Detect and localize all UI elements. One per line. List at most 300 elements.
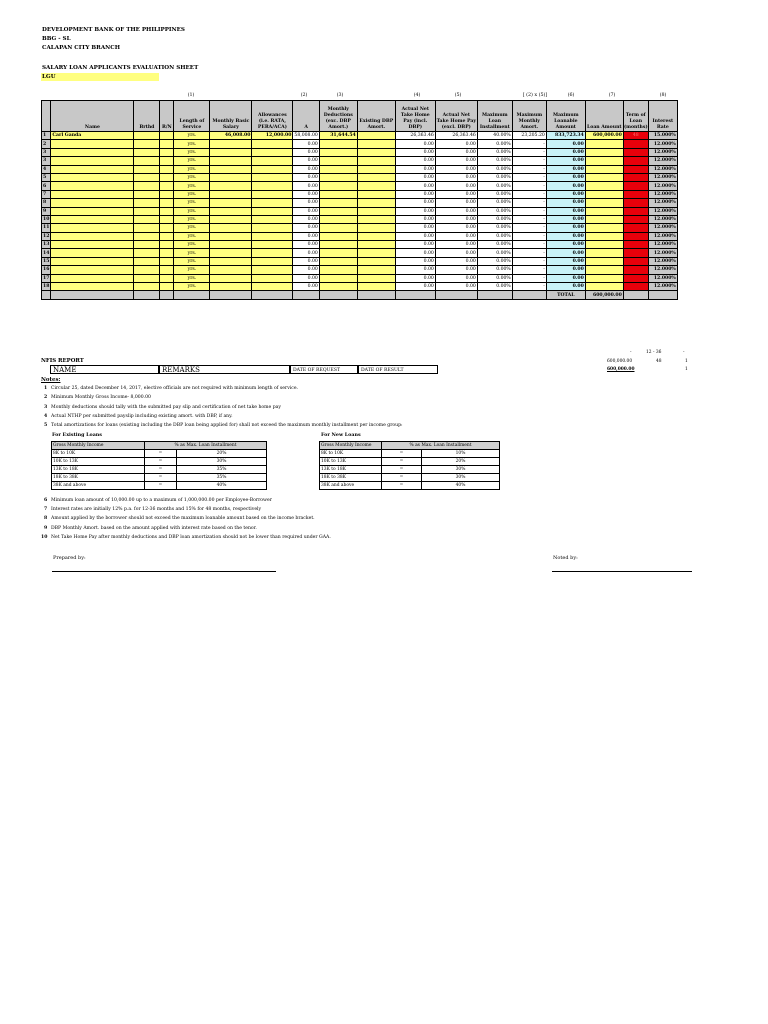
total-row-cell xyxy=(293,291,319,300)
rn-cell[interactable] xyxy=(160,157,174,165)
deductions-cell[interactable] xyxy=(319,157,357,165)
applicant-name-cell[interactable] xyxy=(51,140,134,148)
income-bracket: 13K to 18K xyxy=(320,466,382,474)
allowance-cell[interactable] xyxy=(252,207,293,215)
table-row xyxy=(320,442,500,450)
existing-dbp-cell[interactable] xyxy=(357,182,395,190)
applicant-name-cell[interactable] xyxy=(51,257,134,265)
loan-amount-cell[interactable] xyxy=(585,199,623,207)
deductions-cell[interactable] xyxy=(319,257,357,265)
loan-amount-cell[interactable] xyxy=(585,140,623,148)
applicant-name-cell[interactable] xyxy=(51,148,134,156)
deductions-cell[interactable] xyxy=(319,140,357,148)
length-of-service-cell[interactable]: yrs. xyxy=(174,274,210,282)
existing-dbp-cell[interactable] xyxy=(357,148,395,156)
length-of-service-cell[interactable]: yrs. xyxy=(174,165,210,173)
existing-dbp-cell[interactable] xyxy=(357,266,395,274)
table-row xyxy=(42,207,678,215)
deductions-cell[interactable] xyxy=(319,165,357,173)
max-amort-cell: - xyxy=(512,157,546,165)
salary-cell[interactable] xyxy=(210,274,252,282)
deductions-cell[interactable] xyxy=(319,241,357,249)
applicant-name-cell[interactable] xyxy=(51,182,134,190)
a-cell: 0.00 xyxy=(293,241,319,249)
equals-sign: = xyxy=(382,482,422,490)
deductions-cell[interactable] xyxy=(319,182,357,190)
noted-by-signature-line xyxy=(552,571,692,572)
rn-cell[interactable] xyxy=(160,173,174,181)
existing-dbp-cell[interactable] xyxy=(357,241,395,249)
term-cell[interactable] xyxy=(623,182,648,190)
existing-dbp-cell[interactable] xyxy=(357,157,395,165)
applicant-name-cell[interactable] xyxy=(51,157,134,165)
loan-amount-cell[interactable] xyxy=(585,165,623,173)
row-index: 14 xyxy=(43,250,50,256)
length-of-service-cell[interactable]: yrs. xyxy=(174,207,210,215)
lgu-field[interactable] xyxy=(41,73,159,81)
term-cell[interactable] xyxy=(623,266,648,274)
equals-sign: = xyxy=(145,450,177,458)
loan-amount-cell[interactable] xyxy=(585,148,623,156)
interest-rate-cell: 12.000% xyxy=(648,232,677,240)
allowance-cell[interactable] xyxy=(252,190,293,198)
max-amort-cell: 23,205.20 xyxy=(512,132,546,140)
length-of-service-cell[interactable]: yrs. xyxy=(174,148,210,156)
nfis-date-result-header: DATE OF RESULT xyxy=(358,365,438,374)
interest-rate-cell: 12.000% xyxy=(648,182,677,190)
loan-amount-cell[interactable] xyxy=(585,257,623,265)
length-of-service-cell[interactable]: yrs. xyxy=(174,132,210,140)
note-item: 6 Minimum loan amount of 10,000.00 up to a maximum of 1,000,000.00 per Employee-Borrower xyxy=(44,498,272,503)
salary-cell[interactable] xyxy=(210,224,252,232)
summary-r1-c3: - xyxy=(683,350,685,355)
allowance-cell[interactable] xyxy=(252,257,293,265)
table-row xyxy=(42,215,678,223)
existing-header-income: Gross Monthly Income xyxy=(52,442,145,450)
nthp-excl-cell: 0.00 xyxy=(435,190,477,198)
a-cell: 0.00 xyxy=(293,157,319,165)
birthdate-cell[interactable] xyxy=(134,215,160,223)
interest-rate-cell: 12.000% xyxy=(648,140,677,148)
allowance-cell[interactable] xyxy=(252,148,293,156)
length-of-service-cell[interactable]: yrs. xyxy=(174,283,210,291)
income-bracket: 18K to 38K xyxy=(52,474,145,482)
rn-cell[interactable] xyxy=(160,165,174,173)
applicants-table xyxy=(41,100,678,300)
note-item: 9 DBP Monthly Amort. based on the amount applied with interest rate based on the tenor. xyxy=(44,526,257,531)
birthdate-cell[interactable] xyxy=(134,274,160,282)
prepared-by-label: Prepared by: xyxy=(53,555,86,561)
rn-cell[interactable] xyxy=(160,232,174,240)
applicant-name-cell[interactable] xyxy=(51,283,134,291)
deductions-cell[interactable] xyxy=(319,215,357,223)
allowance-cell[interactable] xyxy=(252,165,293,173)
salary-cell[interactable]: 46,008.00 xyxy=(210,132,252,140)
birthdate-cell[interactable] xyxy=(134,148,160,156)
birthdate-cell[interactable] xyxy=(134,283,160,291)
allowance-cell[interactable] xyxy=(252,283,293,291)
birthdate-cell[interactable] xyxy=(134,199,160,207)
equals-sign: = xyxy=(382,466,422,474)
rn-cell[interactable] xyxy=(160,140,174,148)
sheet-title: SALARY LOAN APPLICANTS EVALUATION SHEET xyxy=(42,65,199,71)
birthdate-cell[interactable] xyxy=(134,157,160,165)
length-of-service-cell[interactable]: yrs. xyxy=(174,224,210,232)
applicant-name-cell[interactable] xyxy=(51,190,134,198)
nfis-date-request-header: DATE OF REQUEST xyxy=(290,365,358,374)
salary-cell[interactable] xyxy=(210,207,252,215)
col-header-nthp-incl: Actual Net Take Home Pay (incl. DBP) xyxy=(395,101,435,132)
max-amort-cell: - xyxy=(512,249,546,257)
deductions-cell[interactable] xyxy=(319,283,357,291)
term-cell[interactable] xyxy=(623,148,648,156)
row-index: 12 xyxy=(43,233,50,239)
rn-cell[interactable] xyxy=(160,215,174,223)
term-cell[interactable] xyxy=(623,249,648,257)
deductions-cell[interactable] xyxy=(319,224,357,232)
existing-dbp-cell[interactable] xyxy=(357,140,395,148)
salary-cell[interactable] xyxy=(210,157,252,165)
rn-cell[interactable] xyxy=(160,241,174,249)
applicant-name-cell[interactable] xyxy=(51,173,134,181)
total-row-cell xyxy=(174,291,210,300)
table-row xyxy=(42,140,678,148)
a-cell: 0.00 xyxy=(293,232,319,240)
applicant-name-cell[interactable] xyxy=(51,249,134,257)
salary-cell[interactable] xyxy=(210,182,252,190)
length-of-service-cell[interactable]: yrs. xyxy=(174,257,210,265)
col-header-term: Term of Loan (months) xyxy=(623,101,648,132)
interest-rate-cell: 12.000% xyxy=(648,215,677,223)
term-cell[interactable] xyxy=(623,232,648,240)
rn-cell[interactable] xyxy=(160,182,174,190)
term-cell[interactable] xyxy=(623,224,648,232)
equals-sign: = xyxy=(145,482,177,490)
interest-rate-cell: 12.000% xyxy=(648,249,677,257)
birthdate-cell[interactable] xyxy=(134,173,160,181)
birthdate-cell[interactable] xyxy=(134,182,160,190)
row-index: 6 xyxy=(42,182,51,190)
length-of-service-cell[interactable]: yrs. xyxy=(174,249,210,257)
existing-dbp-cell[interactable] xyxy=(357,132,395,140)
length-of-service-cell[interactable]: yrs. xyxy=(174,140,210,148)
term-cell[interactable] xyxy=(623,165,648,173)
existing-dbp-cell[interactable] xyxy=(357,232,395,240)
term-cell[interactable] xyxy=(623,157,648,165)
birthdate-cell[interactable] xyxy=(134,207,160,215)
applicant-name-cell[interactable] xyxy=(51,165,134,173)
loan-amount-cell[interactable] xyxy=(585,190,623,198)
nthp-excl-cell: 0.00 xyxy=(435,283,477,291)
table-row xyxy=(42,157,678,165)
a-cell: 0.00 xyxy=(293,140,319,148)
loan-amount-cell[interactable] xyxy=(585,283,623,291)
rn-cell[interactable] xyxy=(160,224,174,232)
allowance-cell[interactable] xyxy=(252,215,293,223)
allowance-cell[interactable] xyxy=(252,266,293,274)
col-number-6: [ (2) x (5)] xyxy=(522,93,548,98)
allowance-cell[interactable] xyxy=(252,157,293,165)
loan-amount-cell[interactable] xyxy=(585,266,623,274)
total-value: 600,000.00 xyxy=(585,291,623,300)
nthp-incl-cell: 0.00 xyxy=(395,157,435,165)
allowance-cell[interactable] xyxy=(252,241,293,249)
deductions-cell[interactable] xyxy=(319,190,357,198)
applicant-name-cell[interactable] xyxy=(51,199,134,207)
salary-cell[interactable] xyxy=(210,148,252,156)
allowance-cell[interactable] xyxy=(252,249,293,257)
salary-cell[interactable] xyxy=(210,190,252,198)
applicant-name-cell[interactable] xyxy=(51,215,134,223)
col-header-length-of-service: Length of Service xyxy=(174,101,210,132)
applicant-name-cell[interactable] xyxy=(51,232,134,240)
income-bracket: 8K to 10K xyxy=(320,450,382,458)
max-installment-cell: 0.00% xyxy=(477,274,512,282)
nthp-incl-cell: 0.00 xyxy=(395,215,435,223)
table-row xyxy=(320,474,500,482)
loan-amount-cell[interactable] xyxy=(585,182,623,190)
term-cell[interactable] xyxy=(623,274,648,282)
deductions-cell[interactable] xyxy=(319,148,357,156)
birthdate-cell[interactable] xyxy=(134,257,160,265)
allowance-cell[interactable] xyxy=(252,274,293,282)
allowance-cell[interactable] xyxy=(252,182,293,190)
nfis-name-header: NAME xyxy=(50,365,159,374)
max-installment-cell: 0.00% xyxy=(477,173,512,181)
interest-rate-cell: 12.000% xyxy=(648,241,677,249)
length-of-service-cell[interactable]: yrs. xyxy=(174,232,210,240)
loan-amount-cell[interactable] xyxy=(585,232,623,240)
col-header-name: Name xyxy=(51,101,134,132)
nthp-excl-cell: 0.00 xyxy=(435,232,477,240)
col-header-loan-amount: Loan Amount xyxy=(585,101,623,132)
existing-dbp-cell[interactable] xyxy=(357,249,395,257)
nthp-incl-cell: 0.00 xyxy=(395,173,435,181)
loan-amount-cell[interactable] xyxy=(585,215,623,223)
birthdate-cell[interactable] xyxy=(134,224,160,232)
salary-cell[interactable] xyxy=(210,283,252,291)
percent-value: 30% xyxy=(422,474,500,482)
a-cell: 0.00 xyxy=(293,207,319,215)
salary-cell[interactable] xyxy=(210,165,252,173)
a-cell: 0.00 xyxy=(293,257,319,265)
nthp-incl-cell: 0.00 xyxy=(395,165,435,173)
term-cell[interactable]: 48 xyxy=(623,132,648,140)
term-cell[interactable] xyxy=(623,215,648,223)
a-cell: 0.00 xyxy=(293,283,319,291)
birthdate-cell[interactable] xyxy=(134,249,160,257)
salary-cell[interactable] xyxy=(210,140,252,148)
length-of-service-cell[interactable]: yrs. xyxy=(174,173,210,181)
a-cell: 0.00 xyxy=(293,182,319,190)
table-row xyxy=(52,466,267,474)
income-bracket: 38K and above xyxy=(52,482,145,490)
income-bracket: 13K to 18K xyxy=(52,466,145,474)
total-row-cell xyxy=(134,291,160,300)
summary-r1-c2: 12 - 36 xyxy=(646,350,662,355)
col-header-existing-dbp: Existing DBP Amort. xyxy=(357,101,395,132)
existing-dbp-cell[interactable] xyxy=(357,190,395,198)
nthp-excl-cell: 0.00 xyxy=(435,199,477,207)
applicant-name-cell[interactable] xyxy=(51,274,134,282)
existing-dbp-cell[interactable] xyxy=(357,283,395,291)
nthp-incl-cell: 0.00 xyxy=(395,241,435,249)
rn-cell[interactable] xyxy=(160,190,174,198)
applicant-name-cell[interactable]: Carl Ganda xyxy=(51,132,134,140)
a-cell: 0.00 xyxy=(293,173,319,181)
max-loanable-cell: 0.00 xyxy=(546,157,585,165)
deductions-cell[interactable] xyxy=(319,274,357,282)
max-amort-cell: - xyxy=(512,224,546,232)
a-cell: 0.00 xyxy=(293,224,319,232)
equals-sign: = xyxy=(145,474,177,482)
nthp-excl-cell: 0.00 xyxy=(435,249,477,257)
nthp-excl-cell: 0.00 xyxy=(435,257,477,265)
max-amort-cell: - xyxy=(512,274,546,282)
equals-sign: = xyxy=(145,458,177,466)
total-row-cell xyxy=(435,291,477,300)
term-cell[interactable] xyxy=(623,241,648,249)
salary-cell[interactable] xyxy=(210,257,252,265)
term-cell[interactable] xyxy=(623,140,648,148)
loan-amount-cell[interactable] xyxy=(585,207,623,215)
max-amort-cell: - xyxy=(512,257,546,265)
rn-cell[interactable] xyxy=(160,199,174,207)
applicant-name-cell[interactable] xyxy=(51,266,134,274)
a-cell: 58,008.00 xyxy=(294,133,318,139)
deductions-cell[interactable] xyxy=(319,199,357,207)
allowance-cell[interactable] xyxy=(252,224,293,232)
existing-dbp-cell[interactable] xyxy=(357,207,395,215)
allowance-cell[interactable]: 12,000.00 xyxy=(252,132,293,140)
note-item: 7 Interest rates are initially 12% p.a. for 12-36 months and 15% for 48 months, respectively xyxy=(44,507,262,512)
deductions-cell[interactable] xyxy=(319,173,357,181)
rn-cell[interactable] xyxy=(160,283,174,291)
rn-cell[interactable] xyxy=(160,266,174,274)
interest-rate-cell: 12.000% xyxy=(648,148,677,156)
salary-cell[interactable] xyxy=(210,241,252,249)
row-index: 17 xyxy=(43,275,50,281)
birthdate-cell[interactable] xyxy=(134,241,160,249)
loan-amount-cell[interactable]: 600,000.00 xyxy=(585,132,623,140)
row-index: 18 xyxy=(43,284,50,290)
loan-amount-cell[interactable] xyxy=(585,224,623,232)
nthp-excl-cell: 0.00 xyxy=(435,148,477,156)
existing-dbp-cell[interactable] xyxy=(357,199,395,207)
max-installment-cell: 0.00% xyxy=(477,257,512,265)
applicant-name-cell[interactable] xyxy=(51,224,134,232)
existing-dbp-cell[interactable] xyxy=(357,224,395,232)
salary-cell[interactable] xyxy=(210,249,252,257)
term-cell[interactable] xyxy=(623,257,648,265)
loan-amount-cell[interactable] xyxy=(585,157,623,165)
deductions-cell[interactable] xyxy=(319,232,357,240)
salary-cell[interactable] xyxy=(210,215,252,223)
birthdate-cell[interactable] xyxy=(134,190,160,198)
birthdate-cell[interactable] xyxy=(134,232,160,240)
nthp-incl-cell: 0.00 xyxy=(395,274,435,282)
rn-cell[interactable] xyxy=(160,207,174,215)
table-row xyxy=(42,232,678,240)
rn-cell[interactable] xyxy=(160,148,174,156)
length-of-service-cell[interactable]: yrs. xyxy=(174,182,210,190)
table-row xyxy=(42,199,678,207)
existing-dbp-cell[interactable] xyxy=(357,257,395,265)
term-cell[interactable] xyxy=(623,199,648,207)
loan-amount-cell[interactable] xyxy=(585,249,623,257)
max-installment-cell: 0.00% xyxy=(477,283,512,291)
birthdate-cell[interactable] xyxy=(134,140,160,148)
rn-cell[interactable] xyxy=(160,249,174,257)
birthdate-cell[interactable] xyxy=(134,165,160,173)
deductions-cell[interactable]: 31,644.54 xyxy=(319,132,357,140)
length-of-service-cell[interactable]: yrs. xyxy=(174,241,210,249)
percent-value: 30% xyxy=(177,458,267,466)
existing-dbp-cell[interactable] xyxy=(357,274,395,282)
existing-dbp-cell[interactable] xyxy=(357,215,395,223)
length-of-service-cell[interactable]: yrs. xyxy=(174,199,210,207)
length-of-service-cell[interactable]: yrs. xyxy=(174,266,210,274)
col-number-5: (5) xyxy=(454,93,462,98)
length-of-service-cell[interactable]: yrs. xyxy=(174,157,210,165)
salary-cell[interactable] xyxy=(210,173,252,181)
length-of-service-cell[interactable]: yrs. xyxy=(174,190,210,198)
rn-cell[interactable] xyxy=(160,274,174,282)
existing-dbp-cell[interactable] xyxy=(357,173,395,181)
percent-value: 30% xyxy=(422,466,500,474)
unit-name: BBG - SL xyxy=(42,36,71,42)
birthdate-cell[interactable] xyxy=(134,132,160,140)
max-loanable-cell: 0.00 xyxy=(546,173,585,181)
nthp-incl-cell: 26,363.46 xyxy=(395,132,435,140)
salary-cell[interactable] xyxy=(210,199,252,207)
term-cell[interactable] xyxy=(623,190,648,198)
term-cell[interactable] xyxy=(623,173,648,181)
total-row-cell xyxy=(477,291,512,300)
length-of-service-cell[interactable]: yrs. xyxy=(174,215,210,223)
rn-cell[interactable] xyxy=(160,132,174,140)
term-cell[interactable] xyxy=(623,207,648,215)
salary-cell[interactable] xyxy=(210,232,252,240)
max-amort-cell: - xyxy=(512,165,546,173)
a-cell: 0.00 xyxy=(293,249,319,257)
applicant-name-cell[interactable] xyxy=(51,207,134,215)
allowance-cell[interactable] xyxy=(252,140,293,148)
deductions-cell[interactable] xyxy=(319,249,357,257)
birthdate-cell[interactable] xyxy=(134,266,160,274)
term-cell[interactable] xyxy=(623,283,648,291)
existing-dbp-cell[interactable] xyxy=(357,165,395,173)
max-installment-cell: 0.00% xyxy=(477,190,512,198)
interest-rate-cell: 12.000% xyxy=(648,199,677,207)
applicant-name-cell[interactable] xyxy=(51,241,134,249)
deductions-cell[interactable] xyxy=(319,266,357,274)
max-loanable-cell: 0.00 xyxy=(546,148,585,156)
loan-amount-cell[interactable] xyxy=(585,274,623,282)
deductions-cell[interactable] xyxy=(319,207,357,215)
loan-amount-cell[interactable] xyxy=(585,173,623,181)
allowance-cell[interactable] xyxy=(252,173,293,181)
rn-cell[interactable] xyxy=(160,257,174,265)
salary-cell[interactable] xyxy=(210,266,252,274)
table-row xyxy=(52,458,267,466)
percent-value: 40% xyxy=(177,482,267,490)
allowance-cell[interactable] xyxy=(252,199,293,207)
loan-amount-cell[interactable] xyxy=(585,241,623,249)
allowance-cell[interactable] xyxy=(252,232,293,240)
row-index: 15 xyxy=(43,259,50,265)
existing-header-percent: % as Max. Loan Installment xyxy=(145,442,267,450)
